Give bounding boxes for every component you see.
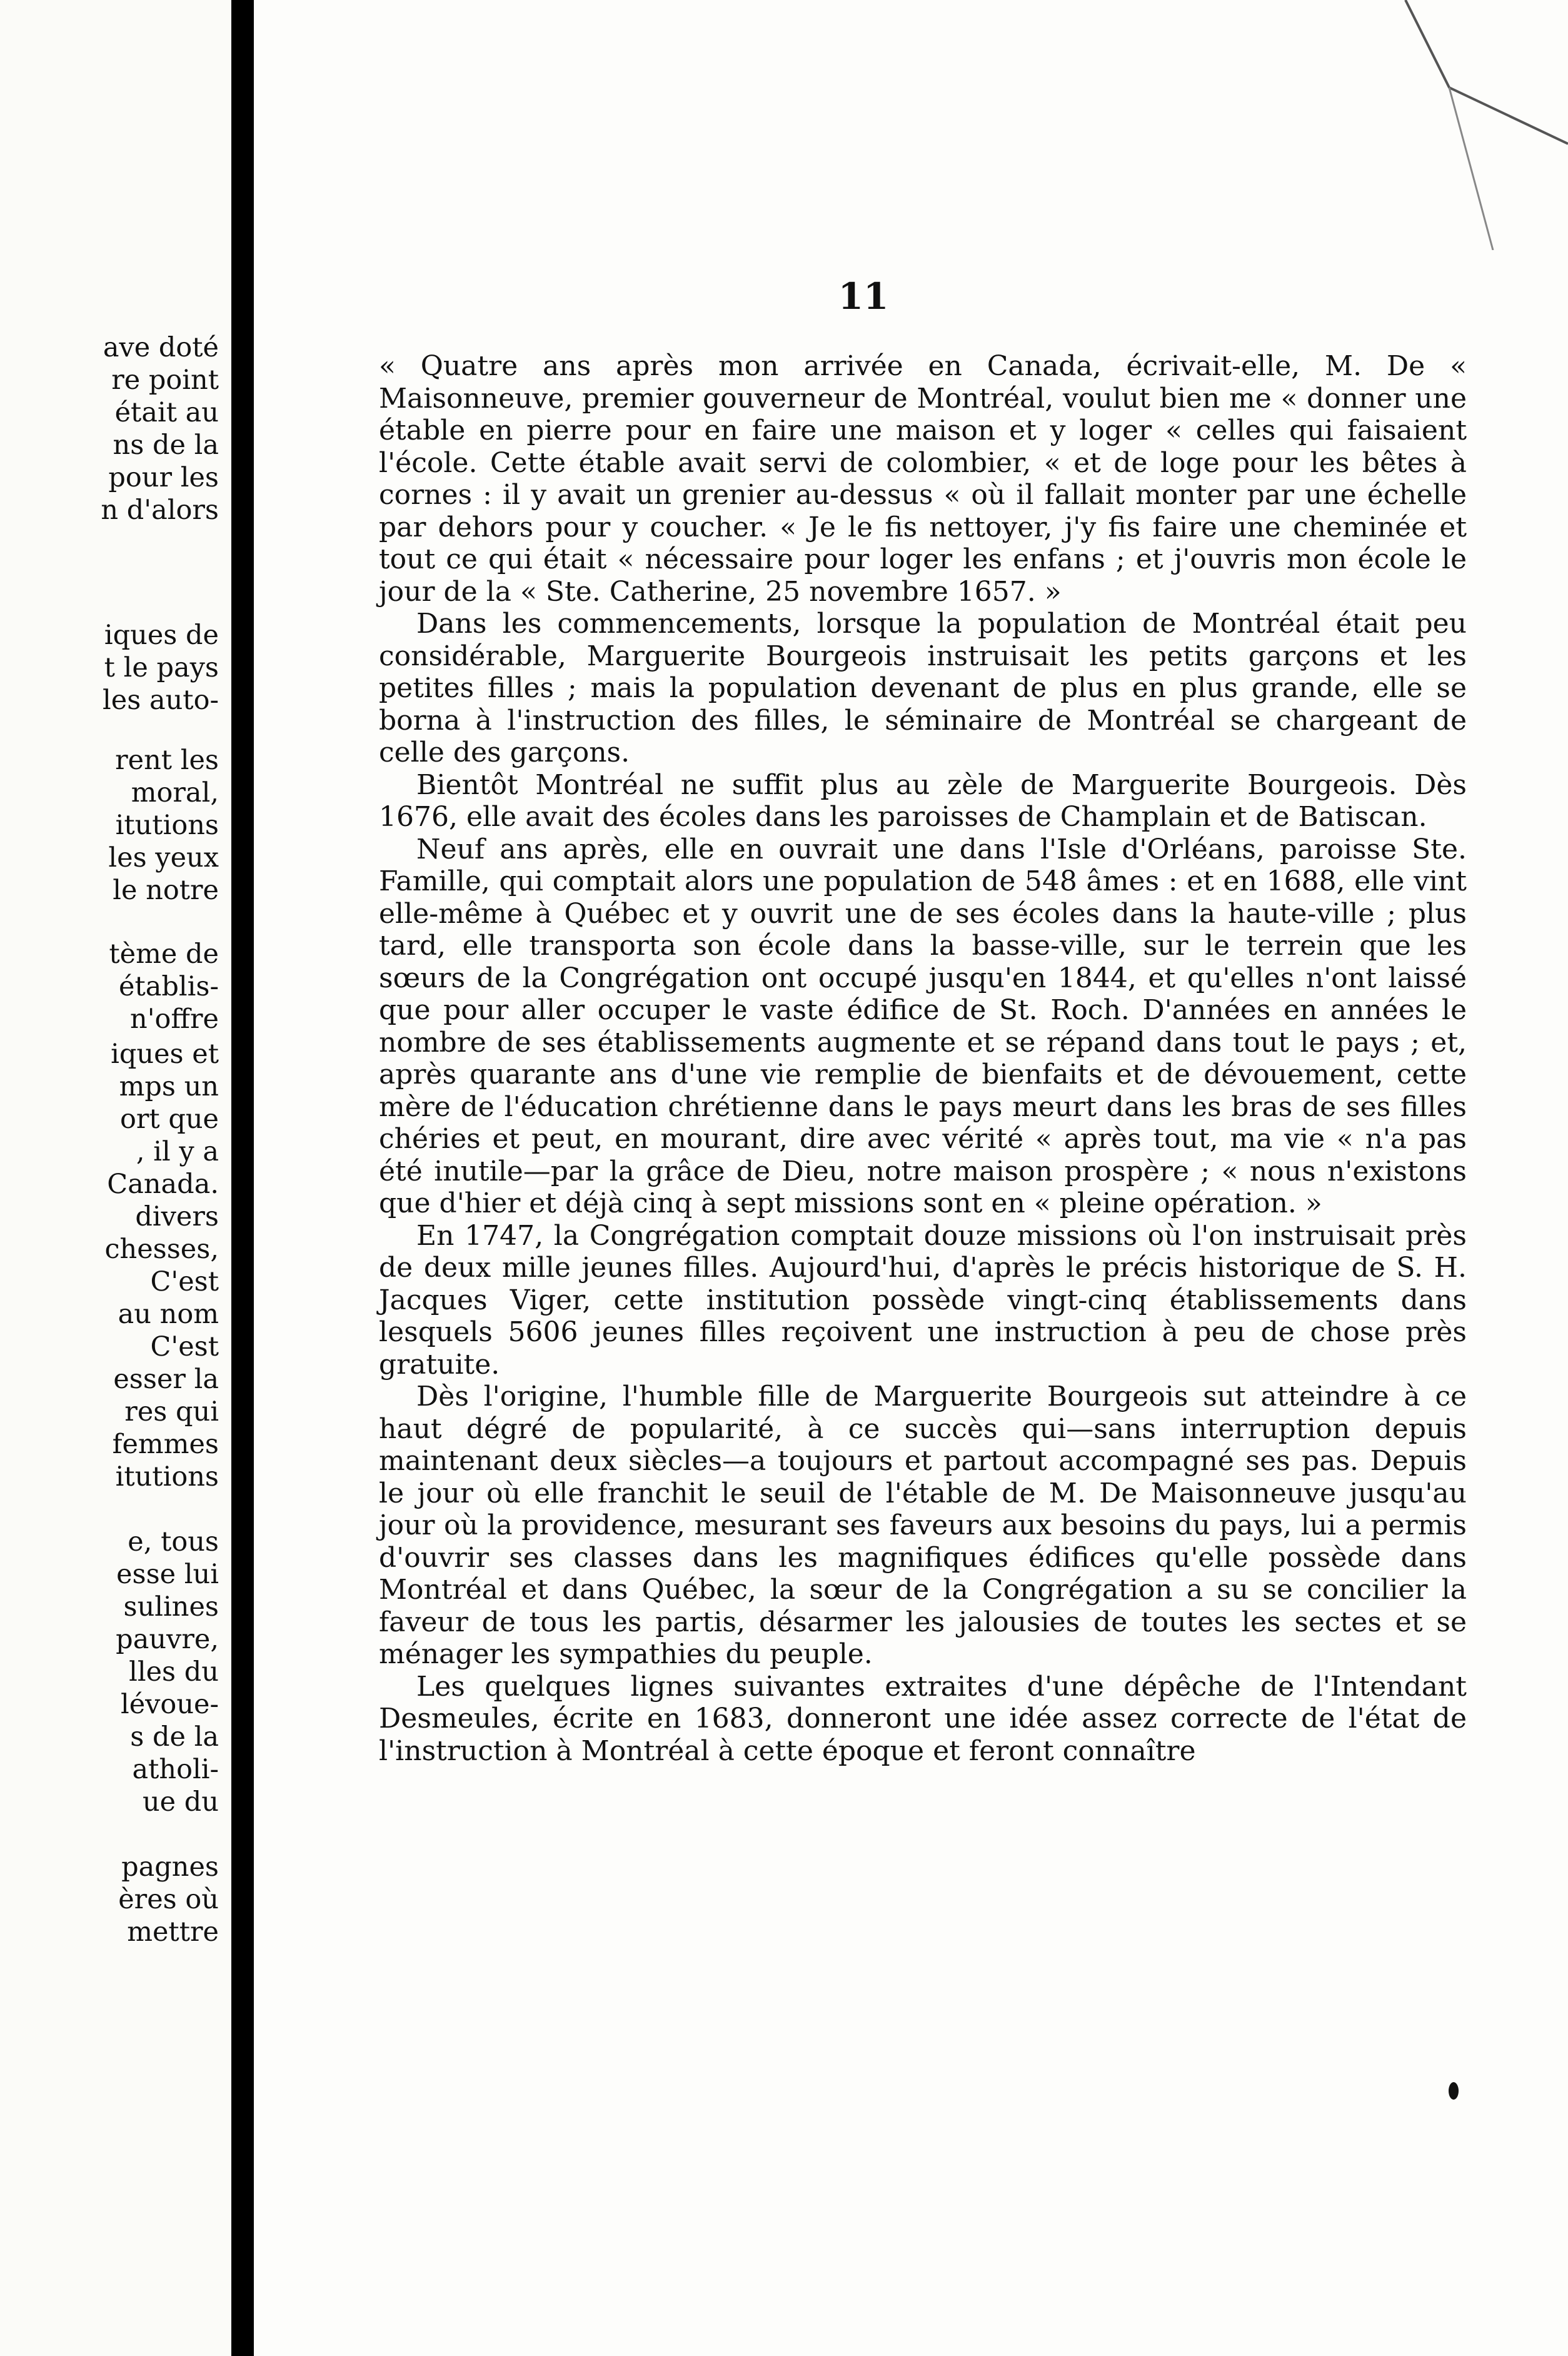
- paragraph: Dès l'origine, l'humble fille de Marguerite Bourgeois sut atteindre à ce haut dégré de popularité, à ce succès qui—sans interruption depuis maintenant deux siècles—a toujours et partout accompagné ses pas. Depuis le jour où elle franchit le seuil de l'étable de M. De Maisonneuve jusqu'au jour où la providence, mesurant ses faveurs aux besoins du pays, lui a permis d'ouvrir ses classes dans les magnifiques édifices qu'elle possède dans Montréal et dans Québec, la sœur de la Congrégation a su se concilier la faveur de tous les partis, désarmer les jalousies de toutes les sectes et se ménager les sympathies du peuple.: [379, 1381, 1467, 1670]
- left-page-text-fragment: ns de la: [113, 430, 219, 461]
- paragraph: En 1747, la Congrégation comptait douze missions où l'on instruisait près de deux mille jeunes filles. Aujourd'hui, d'après le précis historique de S. H. Jacques Viger, cette institution possède vingt-cinq établissements dans lesquels 5606 jeunes filles reçoivent une instruction à peu de chose près gratuite.: [379, 1219, 1467, 1381]
- left-page-text-fragment: lévoue-: [120, 1689, 219, 1720]
- left-page-text-fragment: s de la: [130, 1721, 219, 1753]
- paragraph: Dans les commencements, lorsque la population de Montréal était peu considérable, Marguerite Bourgeois instruisait les petits garçons et les petites filles ; mais la population devenant de plus en plus grande, elle se borna à l'instruction des filles, le séminaire de Montréal se chargeant de celle des garçons.: [379, 608, 1467, 768]
- left-page-text-fragment: C'est: [150, 1266, 219, 1297]
- left-page-text-fragment: les auto-: [103, 685, 219, 716]
- left-page-text-fragment: les yeux: [108, 842, 219, 873]
- left-page-text-fragment: lles du: [129, 1656, 219, 1688]
- left-page-text-fragment: iques de: [104, 620, 219, 651]
- left-page-text-fragment: établis-: [119, 971, 219, 1002]
- left-page-text-fragment: ave doté: [103, 332, 219, 363]
- ink-mark: [1449, 2082, 1459, 2100]
- left-page-text-fragment: Canada.: [107, 1169, 219, 1200]
- paragraph: Les quelques lignes suivantes extraites d'une dépêche de l'Intendant Desmeules, écrite en 1683, donneront une idée assez correcte de l'état de l'instruction à Montréal à cette époque et feront connaître: [379, 1670, 1467, 1767]
- left-page-text-fragment: chesses,: [104, 1234, 219, 1265]
- page-number: 11: [838, 275, 889, 318]
- left-page-text-fragment: C'est: [150, 1331, 219, 1362]
- left-page-text-fragment: ort que: [119, 1104, 219, 1135]
- left-page-text-fragment: itutions: [115, 1461, 219, 1493]
- page-gutter: [231, 0, 254, 2356]
- left-page-text-fragment: divers: [135, 1201, 219, 1232]
- left-page-text-fragment: rent les: [115, 745, 219, 776]
- main-page: [254, 0, 1568, 2356]
- left-page-text-fragment: res qui: [124, 1396, 219, 1427]
- left-page-text-fragment: moral,: [131, 777, 219, 808]
- left-page-text-fragment: ères où: [118, 1884, 219, 1915]
- left-page-text-fragment: mps un: [119, 1071, 219, 1102]
- body-text: [379, 350, 1467, 1767]
- left-page-text-fragment: était au: [114, 397, 219, 428]
- left-page-text-fragment: e, tous: [128, 1526, 219, 1558]
- block-quote: « Quatre ans après mon arrivée en Canada, écrivait-elle, M. De « Maisonneuve, premier gouverneur de Montréal, voulut bien me « donner une étable en pierre pour en faire une maison et y loger « celles qui faisaient l'école. Cette étable avait servi de colombier, « et de loge pour les bêtes à cornes : il y avait un grenier au-dessus « où il fallait monter par une échelle par dehors pour y coucher. « Je le fis nettoyer, j'y fis faire une cheminée et tout ce qui était « nécessaire pour loger les enfans ; et j'ouvris mon école le jour de la « Ste. Catherine, 25 novembre 1657. »: [379, 350, 1467, 608]
- left-page-text-fragment: pauvre,: [116, 1624, 219, 1655]
- paragraph: Neuf ans après, elle en ouvrait une dans l'Isle d'Orléans, paroisse Ste. Famille, qui comptait alors une population de 548 âmes : et en 1688, elle vint elle-même à Québec et y ouvrit une de ses écoles dans la haute-ville ; plus tard, elle transporta son école dans la basse-ville, sur le terrein que les sœurs de la Congrégation ont occupé jusqu'en 1844, et qu'elles n'ont laissé que pour aller occuper le vaste édifice de St. Roch. D'années en années le nombre de ses établissements augmente et se répand dans tout le pays ; et, après quarante ans d'une vie remplie de bienfaits et de dévouement, cette mère de l'éducation chrétienne dans le pays meurt dans les bras de ses filles chéries et peut, en mourant, dire avec vérité « après tout, ma vie « n'a pas été inutile—par la grâce de Dieu, notre maison prospère ; « nous n'existons que d'hier et déjà cinq à sept missions sont en « pleine opération. »: [379, 833, 1467, 1219]
- left-page-text-fragment: sulines: [123, 1591, 219, 1623]
- left-page-text-fragment: esse lui: [116, 1559, 219, 1590]
- left-page-text-fragment: pour les: [108, 462, 219, 493]
- left-page-text-fragment: n d'alors: [101, 495, 219, 526]
- left-page-text-fragment: ue du: [142, 1786, 219, 1818]
- left-page-fragment: [0, 0, 231, 2356]
- left-page-text-fragment: tème de: [109, 939, 219, 970]
- paragraph: Bientôt Montréal ne suffit plus au zèle de Marguerite Bourgeois. Dès 1676, elle avait des écoles dans les paroisses de Champlain et de Batiscan.: [379, 768, 1467, 833]
- left-page-text-fragment: re point: [111, 365, 219, 396]
- left-page-text-fragment: , il y a: [136, 1136, 219, 1167]
- left-page-text-fragment: le notre: [113, 875, 219, 906]
- left-page-text-fragment: pagnes: [121, 1851, 219, 1883]
- left-page-text-fragment: t le pays: [104, 652, 219, 683]
- left-page-text-fragment: n'offre: [130, 1004, 219, 1035]
- left-page-text-fragment: esser la: [113, 1364, 219, 1395]
- left-page-text-fragment: atholi-: [132, 1754, 219, 1785]
- left-page-text-fragment: femmes: [112, 1429, 219, 1460]
- left-page-text-fragment: iques et: [111, 1039, 219, 1070]
- page-corner-fold: [1380, 0, 1568, 250]
- left-page-text-fragment: itutions: [115, 810, 219, 841]
- left-page-text-fragment: mettre: [127, 1916, 219, 1948]
- left-page-text-fragment: au nom: [118, 1299, 219, 1330]
